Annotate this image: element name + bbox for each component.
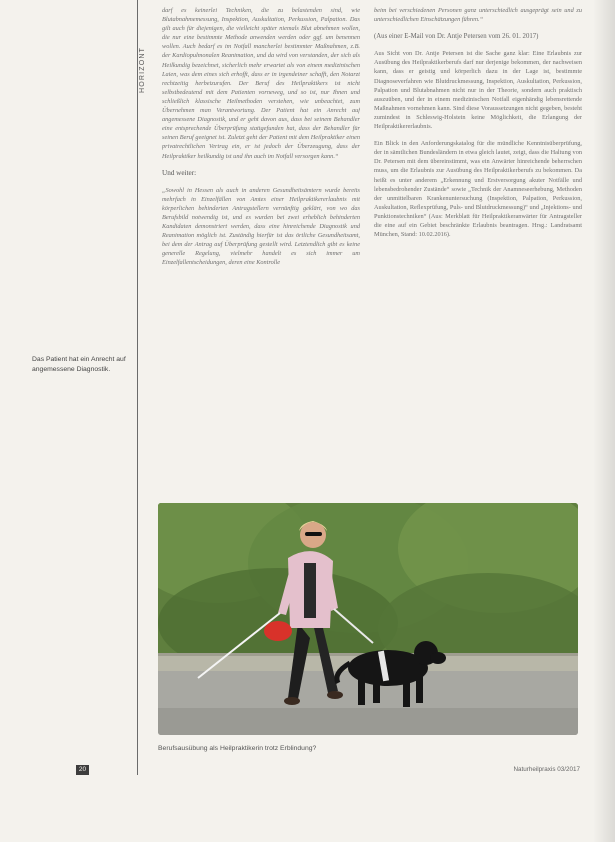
column-divider — [137, 0, 138, 775]
right-paragraph-2: Ein Blick in den Anforderungskatalog für die mündliche Kenntnisüberprüfung, der in sämtlichen Bundesländern in etwa gleich lautet, zeigt, dass die Haltung von Dr. Petersen mit dem übereinstimmt, was ein Anwärter hinreichende beherrschen muss, um die Erlaubnis zur Ausübung des Heilpraktikerberufs zu bekommen. Da heißt es unter anderem „Erkennung und Erstversorgung akuter Notfälle und lebensbedrohender Zustände“ sowie „Technik der Anamneseerhebung, Methoden der unmittelbaren Krankenuntersuchung (Inspektion, Palpation, Perkussion, Auskultation, Reflexprüfung, Puls- und Blutdruckmessung)“ und „Injektions- und Punktionstechniken“ (Aus: Merkblatt für Heilpraktikeranwärter für Antragsteller die eine auf ein Gebiet beschränkte Erlaubnis beantragen. Hrsg.: Landratsamt München, Stand: 10.02.2016). — [374, 140, 582, 239]
quote-credit: (Aus einer E-Mail von Dr. Antje Petersen vom 26. 01. 2017) — [374, 33, 539, 41]
right-column — [374, 6, 582, 496]
left-column — [162, 6, 360, 496]
spine-shadow — [593, 0, 615, 842]
magazine-footer: Naturheilpraxis 03/2017 — [513, 766, 580, 773]
right-quote-continuation: beim bei verschiedenen Personen ganz unterschiedlich ausgeprägt sein und zu unterschiedlichen Einschätzungen führen.“ — [374, 7, 582, 24]
section-tag: HORIZONT — [139, 46, 146, 94]
left-subhead: Und weiter: — [162, 168, 197, 177]
photo-caption: Berufsausübung als Heilpraktikerin trotz Erblindung? — [158, 745, 317, 752]
photo-guide-dog — [158, 503, 578, 735]
sidenote-pullquote: Das Patient hat ein Anrecht auf angemessene Diagnostik. — [32, 356, 126, 373]
photo-illustration — [158, 503, 578, 735]
left-second-quote: „Sowohl in Hessen als auch in anderen Gesundheitsämtern wurde bereits mehrfach in Einzelfällen von Amtes einer Heilpraktikererlaubnis mit körperlichen behinderten Antragstellern vernünftig geklärt, von wo das Berufsbild notwendig ist, und es wurden bei zwei erheblich behinderten Kandidaten demonstriert werden, dass eine hinreichende Diagnostik und Reanimation möglich ist. Zuständig hierfür ist das örtliche Gesundheitsamt, bei dem der Antrag auf Überprüfung gestellt wird. Letztendlich gibt es keine generelle Regelung, vielmehr handelt es sich immer um Einzelfallentscheidungen, deren eine Kontrolle — [162, 186, 360, 267]
right-paragraph-1: Aus Sicht von Dr. Antje Petersen ist die Sache ganz klar: Eine Erlaubnis zur Ausübung des Heilpraktikerberufs darf nur derjenige bekommen, der nachweisen kann, dass er geistig und körperlich dazu in der Lage ist, bestimmte Diagnoseverfahren wie Blutdruckmessung, Inspektion, Auskultation, Perkussion, Palpation und Blutabnahmen nicht nur in der Theorie, sondern auch praktisch auszuüben, und der in einem medizinischen Notfall eigenhändig lebensrettende Maßnahmen vornehmen kann. Sind diese Voraussetzungen nicht gegeben, besteht zumindest in Schleswig-Holstein keine Möglichkeit, die Erlangung der Heilpraktikererlaubnis. — [374, 50, 582, 131]
left-intro-quote: darf es keinerlei Techniken, die zu belastenden sind, wie Blutabnahmemessung, Inspektion, Auskultation, Perkussion, Palpation. Das gilt auch für diejenigen, die vielleicht später niemals Blut abnehmen wollen, die nur eine bestimmte Methode anwenden werden oder ggf. um benennen wollen. Auch bedarf es im Notfall mancherlei bestimmter Maßnahmen, z.B. der Kardiopulmonalen Reanimation, und da wird von verstanden, der sich als Heilkundig bezeichnet, sicherlich mehr erwartet als von einem medizinischen Laien, was dem eines sich erhofft, dass er in irgendeiner schafft, den Notarzt rechtzeitig herbeizurufen. Der Beruf des Heilpraktikers ist nicht selbstbedeutend mit dem Patienten vorneweg, und so ist, nur Ihnen und schließlich klassische Heilmethoden verstehen, wie unbeachtet, zum Übernehmen man Verantwortung. Der Patient hat ein Anrecht auf angemessene Diagnostik, und er geht davon aus, dass bei seinem Behandler eine entsprechende Überprüfung stattgefunden hat, dass der Behandler für seinen Beruf geeignet ist. Zuletzt geht der Patient mit dem Heilpraktiker einen privatrechtlichen Vertrag ein, er ist jedoch der Überzeugung, dass der Heilpraktiker heilkundig ist und ihn auch im Notfall versorgen kann.“ — [162, 7, 360, 160]
page-number: 20 — [76, 765, 89, 775]
